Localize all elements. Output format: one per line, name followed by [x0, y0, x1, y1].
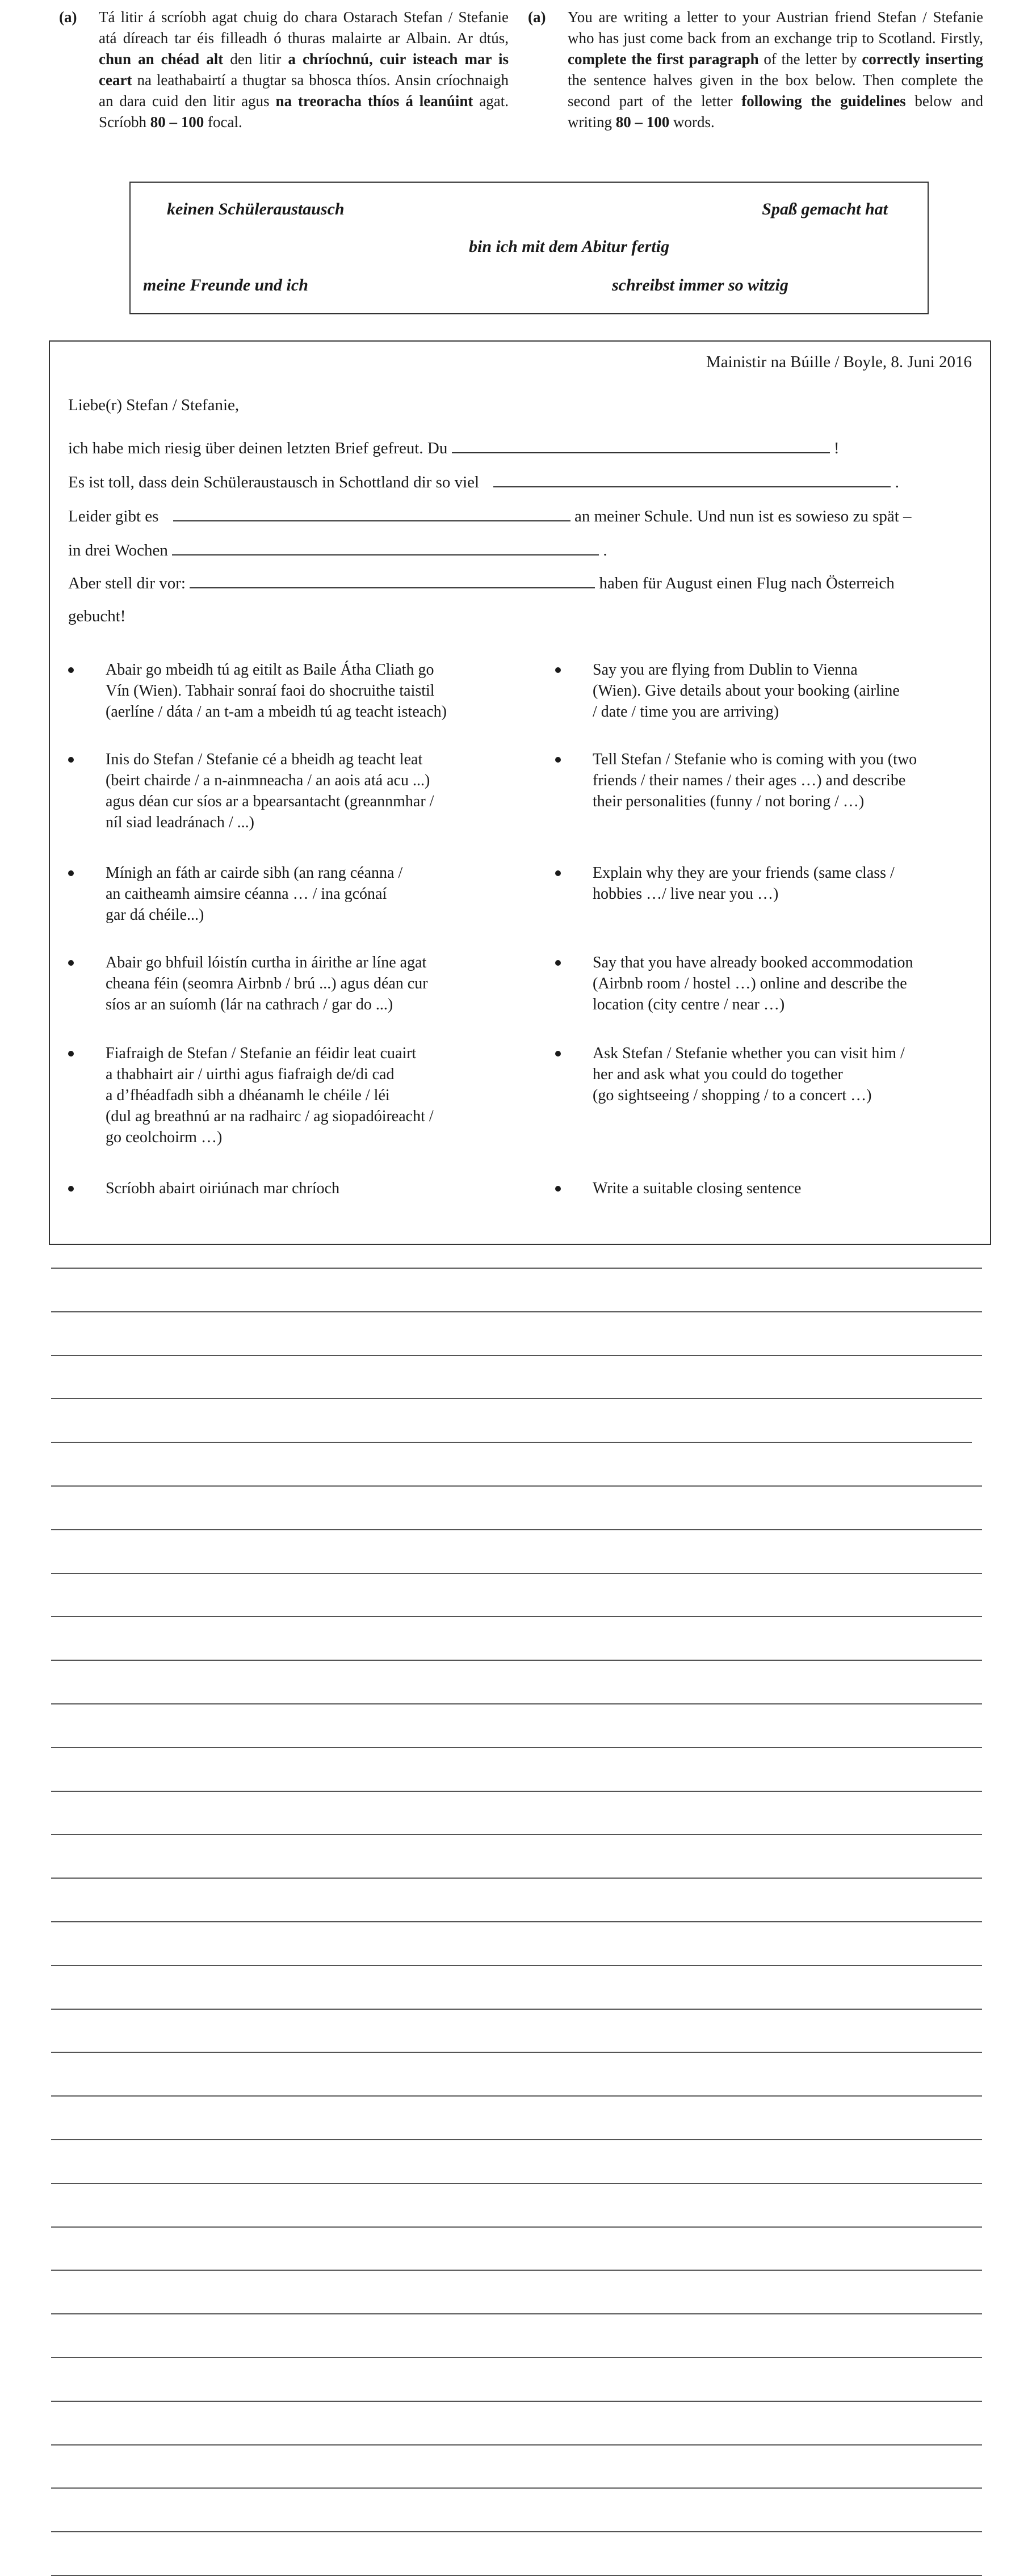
instructions-english-run: following the guidelines [741, 92, 906, 110]
letter-place-date: Mainistir na Búille / Boyle, 8. Juni 2016 [706, 353, 972, 371]
writing-line[interactable] [51, 2226, 982, 2228]
writing-line[interactable] [51, 1398, 982, 1399]
letter-line-2: Es ist toll, dass dein Schüleraustausch in Schottland dir so viel . [68, 473, 899, 491]
writing-line[interactable] [51, 2009, 982, 2010]
instructions-irish-run: agat. Scríobh [99, 92, 509, 131]
bullet-icon [68, 757, 74, 763]
letter-line-3: Leider gibt es an meiner Schule. Und nun ist es sowieso zu spät – [68, 507, 912, 525]
writing-line[interactable] [51, 1965, 982, 1966]
instructions-irish-run: focal. [204, 113, 242, 131]
bullet-icon [555, 870, 561, 876]
phrase-abitur-fertig: bin ich mit dem Abitur fertig [469, 237, 670, 256]
bullet-icon [68, 960, 74, 966]
instructions-english-run: correctly inserting [862, 50, 983, 68]
writing-line[interactable] [51, 2357, 982, 2358]
writing-line[interactable] [51, 1616, 982, 1617]
bullet-icon [68, 1186, 74, 1192]
writing-line[interactable] [51, 2487, 982, 2489]
writing-line[interactable] [51, 1791, 982, 1792]
phrase-meine-freunde: meine Freunde und ich [143, 276, 308, 294]
writing-line[interactable] [51, 1311, 982, 1312]
writing-line[interactable] [51, 2270, 982, 2271]
instructions-english-run: complete the first paragraph [568, 50, 759, 68]
instructions-english-label: (a) [528, 9, 546, 26]
instructions-english-run: below and writing [568, 92, 983, 131]
bullet-icon [555, 960, 561, 966]
phrase-spass-gemacht-hat: Spaß gemacht hat [762, 200, 888, 218]
writing-line[interactable] [51, 2444, 982, 2445]
letter-line-6: gebucht! [68, 607, 126, 625]
instructions-irish-run: Tá litir á scríobh agat chuig do chara Ostarach Stefan / Stefanie atá díreach tar éis filleadh ó thuras malairte ar Albain. Ar dtús, [99, 9, 509, 47]
writing-line[interactable] [51, 2531, 982, 2532]
instructions-english-run: 80 – 100 [615, 113, 670, 131]
instructions-irish-run: a chríochnú, cuir isteach mar is ceart [99, 50, 509, 89]
bullet-icon [555, 1051, 561, 1057]
writing-line[interactable] [51, 2183, 982, 2184]
instructions-english-run: words. [669, 113, 715, 131]
writing-line[interactable] [51, 1529, 982, 1530]
writing-line[interactable] [51, 1921, 982, 1922]
instructions-irish-label: (a) [59, 9, 77, 26]
blank-3[interactable] [173, 508, 570, 521]
instructions-irish-run: den litir [223, 50, 288, 68]
instructions-english-run: the sentence halves given in the box below. Then complete the second part of the letter [568, 71, 983, 110]
phrase-box [129, 182, 929, 314]
writing-line[interactable] [51, 1834, 982, 1835]
letter-line-1: ich habe mich riesig über deinen letzten Brief gefreut. Du ! [68, 439, 840, 457]
writing-line[interactable] [51, 2313, 982, 2314]
writing-line[interactable] [51, 2139, 982, 2140]
writing-line[interactable] [51, 1660, 982, 1661]
instructions-english-run: You are writing a letter to your Austrian friend Stefan / Stefanie who has just come back from an exchange trip to Scotland. Firstly, [568, 9, 983, 47]
letter-line-5: Aber stell dir vor: haben für August einen Flug nach Österreich [68, 574, 895, 592]
instructions-irish-run: chun an chéad alt [99, 50, 224, 68]
writing-line[interactable] [51, 1442, 972, 1443]
writing-line[interactable] [51, 1268, 982, 1269]
writing-line[interactable] [51, 1485, 982, 1487]
bullet-icon [555, 757, 561, 763]
writing-line[interactable] [51, 1703, 982, 1704]
bullet-icon [68, 1051, 74, 1057]
letter-salutation: Liebe(r) Stefan / Stefanie, [68, 396, 240, 414]
writing-line[interactable] [51, 2401, 982, 2402]
instructions-english-text [568, 7, 983, 133]
instructions-irish [59, 7, 509, 160]
phrase-keinen-schueleraustausch: keinen Schüleraustausch [167, 200, 345, 218]
blank-4[interactable] [172, 542, 599, 555]
instructions-irish-run: 80 – 100 [150, 113, 204, 131]
instructions-irish-run: na leathabairtí a thugtar sa bhosca thíos. Ansin críochnaigh an dara cuid den litir agus [99, 71, 509, 110]
bullet-icon [555, 667, 561, 673]
writing-line[interactable] [51, 2095, 982, 2097]
writing-line[interactable] [51, 2052, 982, 2053]
instructions-irish-run: na treoracha thíos á leanúint [275, 92, 473, 110]
letter-box: Mainistir na Búille / Boyle, 8. Juni 2016 Liebe(r) Stefan / Stefanie, ich habe mich riesig über deinen letzten Brief gefreut. Du ! Es ist toll, dass dein Schüleraustausch in Schottland dir so viel . Leider gibt es an meiner Schule. Und nun ist es sowieso zu spät – in drei Wochen . Aber stell dir vor: haben für August einen Flug nach Österreich gebucht! Abair go mbeidh tú ag eitilt as Baile Átha Cliath go Vín (Wien). Tabhair sonraí faoi do shocruithe taistil (aerlíne / dáta / an t-am a mbeidh tú ag teacht isteach) Inis do Stefan / Stefanie cé a bheidh ag teacht leat (beirt chairde / a n-ainmneacha / an aois atá acu ...) agus déan cur síos ar a bpearsantacht (greannmhar / níl siad leadránach / ...) Mínigh an fáth ar cairde sibh (an rang céanna / an caitheamh aimsire céanna … / ina gcónaí gar dá chéile...) Abair go bhfuil lóistín curtha in áirithe ar líne agat cheana féin (seomra Airbnb / brú ...) agus déan cur síos ar an suíomh (lár na cathrach / gar do ...) Fiafraigh de Stefan / Stefanie an féidir leat cuairt a thabhairt air / uirthi agus fiafraigh de/di cad a d’fhéadfadh sibh a dhéanamh le chéile / léi (dul ag breathnú ar na radhairc / ag siopadóireacht / go ceolchoirm …) Scríobh abairt oiriúnach mar chríoch Say you are flying from Dublin to Vienna (Wien). Give details about your booking (airline / date / time you are arriving) Tell Stefan / Stefanie who is coming with you (two friends / their names / their ages …) and describe their personalities (funny / not boring / …) Explain why they are your friends (same class / hobbies …/ live near you …) Say that you have already booked accommodation (Airbnb room / hostel …) online and describe the location (city centre / near …) Ask Stefan / Stefanie whether you can visit him / her and ask what you could do together (go sightseeing / shopping / to a concert …) Write a suitable closing sentence [49, 340, 991, 1245]
bullet-icon [555, 1186, 561, 1192]
writing-line[interactable] [51, 1355, 982, 1356]
blank-5[interactable] [190, 575, 595, 588]
letter-line-4: in drei Wochen . [68, 541, 607, 559]
writing-line[interactable] [51, 1747, 982, 1748]
blank-1[interactable] [452, 440, 830, 453]
bullet-icon [68, 870, 74, 876]
instructions-english [528, 7, 983, 160]
bullet-icon [68, 667, 74, 673]
phrase-schreibst-witzig: schreibst immer so witzig [612, 276, 788, 294]
instructions-english-run: of the letter by [758, 50, 862, 68]
blank-2[interactable] [493, 474, 891, 487]
writing-line[interactable] [51, 1878, 982, 1879]
writing-line[interactable] [51, 1573, 982, 1574]
instructions-irish-text [99, 7, 509, 133]
